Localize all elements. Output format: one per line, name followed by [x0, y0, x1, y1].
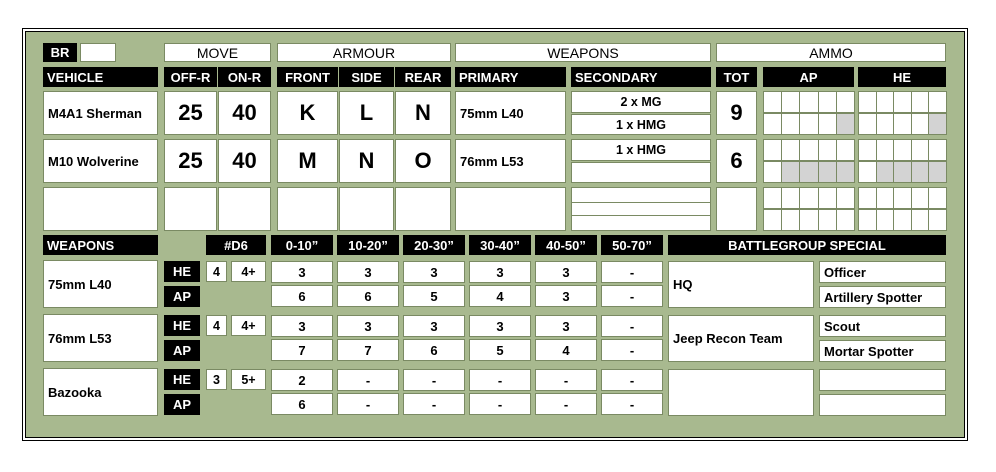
ap-ammo-box[interactable] [818, 187, 837, 209]
ap-label: AP [164, 286, 200, 307]
ap-ammo-box[interactable] [836, 187, 855, 209]
ap-range-value[interactable]: - [601, 393, 663, 415]
ap-ammo-box[interactable] [836, 91, 855, 113]
secondary-weapon[interactable]: 2 x MG [571, 91, 711, 113]
ap-range-value[interactable]: 5 [469, 339, 531, 361]
he-label: HE [164, 261, 200, 282]
battlegroup-unit[interactable]: HQ [668, 261, 814, 308]
he-dice-count[interactable]: 3 [206, 369, 227, 390]
he-ammo-box[interactable] [876, 113, 895, 135]
armour-side[interactable] [339, 187, 394, 231]
ap-ammo-box[interactable] [763, 91, 782, 113]
battlegroup-role[interactable]: Mortar Spotter [819, 340, 946, 362]
he-ammo-box[interactable] [893, 187, 912, 209]
armour-rear[interactable]: N [395, 91, 451, 135]
on-road-move[interactable]: 40 [218, 91, 271, 135]
col-range-20-30: 20-30” [403, 235, 465, 255]
ap-range-value[interactable]: 5 [403, 285, 465, 307]
off-road-move[interactable]: 25 [164, 139, 217, 183]
he-range-value[interactable]: 3 [271, 315, 333, 337]
ap-range-value[interactable]: 6 [271, 285, 333, 307]
vehicle-name[interactable]: M4A1 Sherman [43, 91, 158, 135]
battlegroup-role[interactable] [819, 394, 946, 416]
col-range-30-40: 30-40” [469, 235, 531, 255]
battlegroup-unit[interactable] [668, 369, 814, 416]
col-on-r: ON-R [218, 67, 271, 87]
weapon-name[interactable]: 75mm L40 [43, 260, 158, 308]
ap-ammo-box[interactable] [818, 139, 837, 161]
ap-label: AP [164, 394, 200, 415]
ap-ammo-box[interactable] [763, 161, 782, 183]
primary-weapon[interactable]: 76mm L53 [455, 139, 566, 183]
col-range-50-70: 50-70” [601, 235, 663, 255]
he-dice-count[interactable]: 4 [206, 315, 227, 336]
ap-ammo-box[interactable] [763, 187, 782, 209]
ap-range-value[interactable]: 6 [337, 285, 399, 307]
col-secondary: SECONDARY [571, 67, 711, 87]
ap-ammo-box[interactable] [763, 113, 782, 135]
battlegroup-unit[interactable]: Jeep Recon Team [668, 315, 814, 362]
armour-rear[interactable]: O [395, 139, 451, 183]
ap-ammo-box[interactable] [818, 91, 837, 113]
armour-side[interactable]: L [339, 91, 394, 135]
col-range-10-20: 10-20” [337, 235, 399, 255]
he-dice-count[interactable]: 4 [206, 261, 227, 282]
ap-range-value[interactable]: 6 [403, 339, 465, 361]
weapon-name[interactable]: Bazooka [43, 368, 158, 416]
armour-side[interactable]: N [339, 139, 394, 183]
he-range-value[interactable]: 3 [535, 261, 597, 283]
he-range-value[interactable]: - [601, 369, 663, 391]
he-range-value[interactable]: - [337, 369, 399, 391]
ap-ammo-box[interactable] [836, 113, 855, 135]
col-range-0-10: 0-10” [271, 235, 333, 255]
battlegroup-role[interactable]: Artillery Spotter [819, 286, 946, 308]
he-ammo-box[interactable] [893, 139, 912, 161]
col-side: SIDE [339, 67, 394, 87]
he-ammo-box[interactable] [858, 161, 877, 183]
he-ammo-box[interactable] [858, 209, 877, 231]
he-range-value[interactable]: 3 [403, 261, 465, 283]
weapons-group-header: WEAPONS [455, 43, 711, 62]
battlegroup-role[interactable]: Officer [819, 261, 946, 283]
ap-ammo-box[interactable] [799, 161, 818, 183]
ap-ammo-box[interactable] [799, 113, 818, 135]
he-ammo-box[interactable] [893, 113, 912, 135]
armour-group-header: ARMOUR [277, 43, 451, 62]
weapon-name[interactable]: 76mm L53 [43, 314, 158, 362]
he-range-value[interactable]: 3 [271, 261, 333, 283]
ap-ammo-box[interactable] [818, 209, 837, 231]
ap-ammo-box[interactable] [818, 161, 837, 183]
off-road-move[interactable]: 25 [164, 91, 217, 135]
ap-ammo-box[interactable] [781, 187, 800, 209]
he-range-value[interactable]: - [601, 315, 663, 337]
he-range-value[interactable]: 2 [271, 369, 333, 391]
ap-ammo-box[interactable] [799, 139, 818, 161]
he-label: HE [164, 369, 200, 390]
primary-weapon[interactable]: 75mm L40 [455, 91, 566, 135]
ap-range-value[interactable]: 3 [535, 285, 597, 307]
he-ammo-box[interactable] [893, 209, 912, 231]
he-ammo-box[interactable] [928, 113, 947, 135]
secondary-weapon[interactable]: 1 x HMG [571, 139, 711, 161]
he-ammo-box[interactable] [876, 209, 895, 231]
ammo-total[interactable]: 6 [716, 139, 757, 183]
he-ammo-box[interactable] [911, 139, 930, 161]
he-ammo-box[interactable] [893, 161, 912, 183]
ap-ammo-box[interactable] [781, 209, 800, 231]
he-range-value[interactable]: 3 [469, 315, 531, 337]
secondary-weapon[interactable]: 1 x HMG [571, 114, 711, 135]
battlegroup-role[interactable] [819, 369, 946, 391]
he-range-value[interactable]: 3 [469, 261, 531, 283]
ap-range-value[interactable]: 4 [469, 285, 531, 307]
he-range-value[interactable]: - [535, 369, 597, 391]
ap-range-value[interactable]: - [601, 339, 663, 361]
ap-ammo-box[interactable] [799, 91, 818, 113]
he-ammo-box[interactable] [928, 187, 947, 209]
col-off-r: OFF-R [164, 67, 217, 87]
ap-range-value[interactable]: 4 [535, 339, 597, 361]
on-road-move[interactable]: 40 [218, 139, 271, 183]
ap-range-value[interactable]: - [601, 285, 663, 307]
vehicle-name[interactable] [43, 187, 158, 231]
ap-range-value[interactable]: - [535, 393, 597, 415]
ap-ammo-box[interactable] [818, 113, 837, 135]
secondary-weapon[interactable] [571, 202, 711, 216]
col-rear: REAR [395, 67, 451, 87]
he-ammo-box[interactable] [928, 91, 947, 113]
he-range-value[interactable]: 3 [337, 315, 399, 337]
ap-ammo-box[interactable] [781, 91, 800, 113]
he-ammo-box[interactable] [911, 91, 930, 113]
he-ammo-box[interactable] [911, 161, 930, 183]
ap-ammo-box[interactable] [836, 139, 855, 161]
col-range-40-50: 40-50” [535, 235, 597, 255]
he-ammo-box[interactable] [858, 113, 877, 135]
ap-ammo-box[interactable] [781, 139, 800, 161]
he-range-value[interactable]: - [469, 369, 531, 391]
col-tot: TOT [716, 67, 757, 87]
ap-ammo-box[interactable] [799, 187, 818, 209]
col-ap: AP [763, 67, 854, 87]
col-front: FRONT [277, 67, 338, 87]
col-vehicle: VEHICLE [43, 67, 158, 87]
battlegroup-special-header: BATTLEGROUP SPECIAL [668, 235, 946, 255]
he-ammo-box[interactable] [911, 113, 930, 135]
he-to-hit[interactable]: 4+ [231, 315, 266, 336]
ap-range-value[interactable]: - [337, 393, 399, 415]
he-range-value[interactable]: - [601, 261, 663, 283]
ap-ammo-box[interactable] [836, 161, 855, 183]
vehicle-name[interactable]: M10 Wolverine [43, 139, 158, 183]
he-to-hit[interactable]: 4+ [231, 261, 266, 282]
move-group-header: MOVE [164, 43, 271, 62]
he-ammo-box[interactable] [858, 187, 877, 209]
he-ammo-box[interactable] [876, 139, 895, 161]
he-ammo-box[interactable] [893, 91, 912, 113]
off-road-move[interactable] [164, 187, 217, 231]
ap-range-value[interactable]: 7 [271, 339, 333, 361]
he-range-value[interactable]: - [403, 369, 465, 391]
ap-label: AP [164, 340, 200, 361]
he-ammo-box[interactable] [876, 187, 895, 209]
armour-front[interactable] [277, 187, 338, 231]
secondary-weapon[interactable] [571, 162, 711, 183]
battlegroup-role[interactable]: Scout [819, 315, 946, 337]
he-to-hit[interactable]: 5+ [231, 369, 266, 390]
he-ammo-box[interactable] [928, 209, 947, 231]
ap-ammo-box[interactable] [763, 209, 782, 231]
he-ammo-box[interactable] [928, 161, 947, 183]
armour-front[interactable]: M [277, 139, 338, 183]
he-ammo-box[interactable] [876, 91, 895, 113]
br-value-field[interactable] [80, 43, 116, 62]
armour-rear[interactable] [395, 187, 451, 231]
ap-ammo-box[interactable] [781, 161, 800, 183]
ap-ammo-box[interactable] [836, 209, 855, 231]
armour-front[interactable]: K [277, 91, 338, 135]
ap-range-value[interactable]: - [469, 393, 531, 415]
he-ammo-box[interactable] [858, 139, 877, 161]
ap-ammo-box[interactable] [781, 113, 800, 135]
col-he: HE [858, 67, 946, 87]
he-range-value[interactable]: 3 [403, 315, 465, 337]
he-ammo-box[interactable] [911, 209, 930, 231]
he-range-value[interactable]: 3 [535, 315, 597, 337]
ap-range-value[interactable]: 7 [337, 339, 399, 361]
br-label: BR [43, 43, 77, 62]
col-d6: #D6 [206, 235, 266, 255]
ammo-total[interactable]: 9 [716, 91, 757, 135]
ap-range-value[interactable]: 6 [271, 393, 333, 415]
he-ammo-box[interactable] [876, 161, 895, 183]
primary-weapon[interactable] [455, 187, 566, 231]
ap-ammo-box[interactable] [763, 139, 782, 161]
col-weapons: WEAPONS [43, 235, 158, 255]
on-road-move[interactable] [218, 187, 271, 231]
he-ammo-box[interactable] [858, 91, 877, 113]
col-primary: PRIMARY [455, 67, 566, 87]
he-label: HE [164, 315, 200, 336]
ammo-group-header: AMMO [716, 43, 946, 62]
ap-range-value[interactable]: - [403, 393, 465, 415]
he-range-value[interactable]: 3 [337, 261, 399, 283]
ap-ammo-box[interactable] [799, 209, 818, 231]
he-ammo-box[interactable] [928, 139, 947, 161]
ammo-total[interactable] [716, 187, 757, 231]
he-ammo-box[interactable] [911, 187, 930, 209]
